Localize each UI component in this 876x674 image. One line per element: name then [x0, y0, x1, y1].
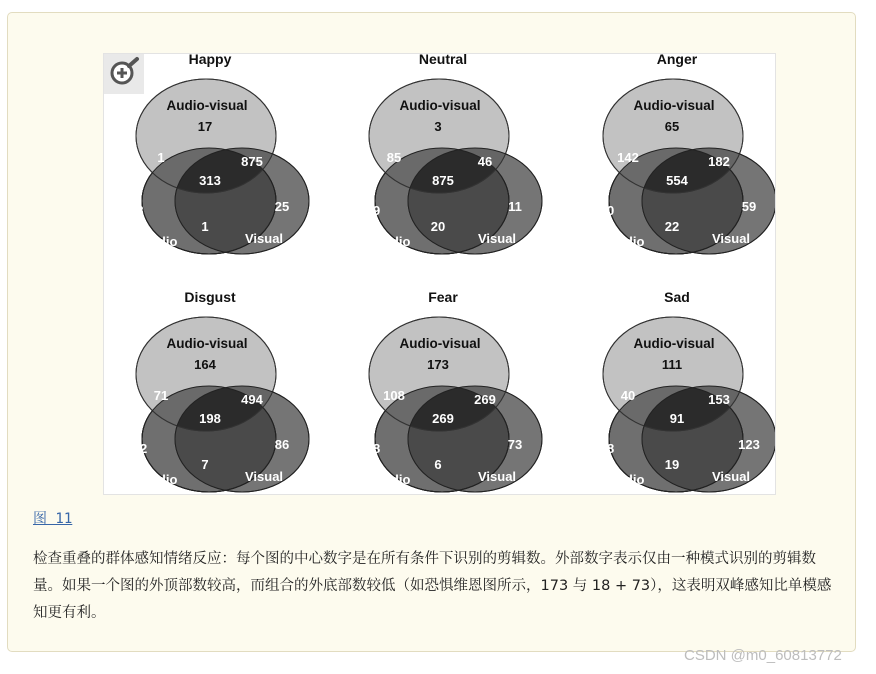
- audio-visual-value: 1: [201, 219, 209, 234]
- av-only-value: 111: [661, 357, 683, 372]
- zoom-in-icon[interactable]: [104, 54, 144, 94]
- audio-av-value: 85: [386, 150, 402, 165]
- audio-only-value: 58: [599, 441, 615, 456]
- audio-av-value: 108: [383, 388, 405, 403]
- diagram-title: Anger: [656, 54, 698, 67]
- audio-av-value: 1: [157, 150, 165, 165]
- visual-av-value: 875: [241, 154, 263, 169]
- visual-av-value: 153: [708, 392, 730, 407]
- visual-only-value: 86: [274, 437, 290, 452]
- venn-diagram-0: [136, 54, 309, 254]
- audio-label: Audio: [607, 472, 645, 487]
- av-only-value: 3: [434, 119, 442, 134]
- all-three-value: 269: [432, 411, 454, 426]
- visual-label: Visual: [244, 469, 284, 484]
- all-three-value: 875: [432, 173, 454, 188]
- av-label: Audio-visual: [633, 98, 715, 113]
- visual-label: Visual: [477, 469, 517, 484]
- av-only-value: 164: [194, 357, 216, 372]
- visual-only-value: 59: [741, 199, 757, 214]
- venn-diagrams: [104, 54, 776, 495]
- audio-only-value: 3: [136, 203, 144, 218]
- all-three-value: 91: [669, 411, 685, 426]
- audio-only-value: 19: [365, 203, 381, 218]
- all-three-value: 554: [666, 173, 688, 188]
- audio-visual-value: 22: [664, 219, 680, 234]
- av-label: Audio-visual: [166, 98, 248, 113]
- visual-label: Visual: [244, 231, 284, 246]
- watermark: CSDN @m0_60813772: [684, 647, 842, 664]
- venn-diagram-3: [133, 289, 309, 492]
- audio-visual-value: 7: [201, 457, 209, 472]
- visual-label: Visual: [477, 231, 517, 246]
- diagram-title: Disgust: [184, 289, 236, 305]
- audio-visual-value: 19: [664, 457, 680, 472]
- audio-visual-value: 20: [430, 219, 446, 234]
- audio-label: Audio: [140, 234, 178, 249]
- audio-only-value: 40: [599, 203, 615, 218]
- visual-av-value: 182: [708, 154, 730, 169]
- audio-av-value: 142: [617, 150, 639, 165]
- all-three-value: 313: [199, 173, 221, 188]
- audio-visual-value: 6: [434, 457, 442, 472]
- audio-only-value: 32: [132, 441, 148, 456]
- av-label: Audio-visual: [399, 336, 481, 351]
- visual-av-value: 46: [477, 154, 493, 169]
- audio-label: Audio: [607, 234, 645, 249]
- diagram-title: Happy: [188, 54, 232, 67]
- audio-label: Audio: [140, 472, 178, 487]
- diagram-title: Fear: [428, 289, 458, 305]
- visual-av-value: 494: [241, 392, 263, 407]
- visual-label: Visual: [711, 231, 751, 246]
- audio-label: Audio: [373, 234, 411, 249]
- visual-only-value: 11: [508, 199, 522, 214]
- av-label: Audio-visual: [166, 336, 248, 351]
- av-label: Audio-visual: [399, 98, 481, 113]
- diagram-title: Neutral: [418, 54, 468, 67]
- audio-av-value: 40: [620, 388, 636, 403]
- diagram-title: Sad: [664, 289, 690, 305]
- av-label: Audio-visual: [633, 336, 715, 351]
- audio-av-value: 71: [153, 388, 169, 403]
- venn-diagram-5: [600, 289, 776, 492]
- visual-only-value: 73: [507, 437, 523, 452]
- figure-caption: 检查重叠的群体感知情绪反应：每个图的中心数字是在所有条件下识别的剪辑数。外部数字表示仅由一种模式识别的剪辑数量。如果一个图的外顶部数较高，而组合的外底部数较低（如恐惧维恩图所示，173 与 18 + 73），这表明双峰感知比单模感知更有利。: [33, 551, 832, 621]
- visual-only-value: 25: [274, 199, 290, 214]
- venn-diagram-1: [366, 54, 542, 254]
- venn-diagram-4: [366, 289, 542, 492]
- visual-av-value: 269: [474, 392, 496, 407]
- figure-link[interactable]: 图 11: [33, 511, 73, 527]
- av-only-value: 65: [664, 119, 680, 134]
- all-three-value: 198: [199, 411, 221, 426]
- venn-figure[interactable]: [103, 53, 776, 495]
- audio-only-value: 18: [365, 441, 381, 456]
- av-only-value: 17: [197, 119, 213, 134]
- venn-diagram-2: [600, 54, 776, 254]
- visual-label: Visual: [711, 469, 751, 484]
- audio-label: Audio: [373, 472, 411, 487]
- av-only-value: 173: [427, 357, 449, 372]
- visual-only-value: 123: [738, 437, 760, 452]
